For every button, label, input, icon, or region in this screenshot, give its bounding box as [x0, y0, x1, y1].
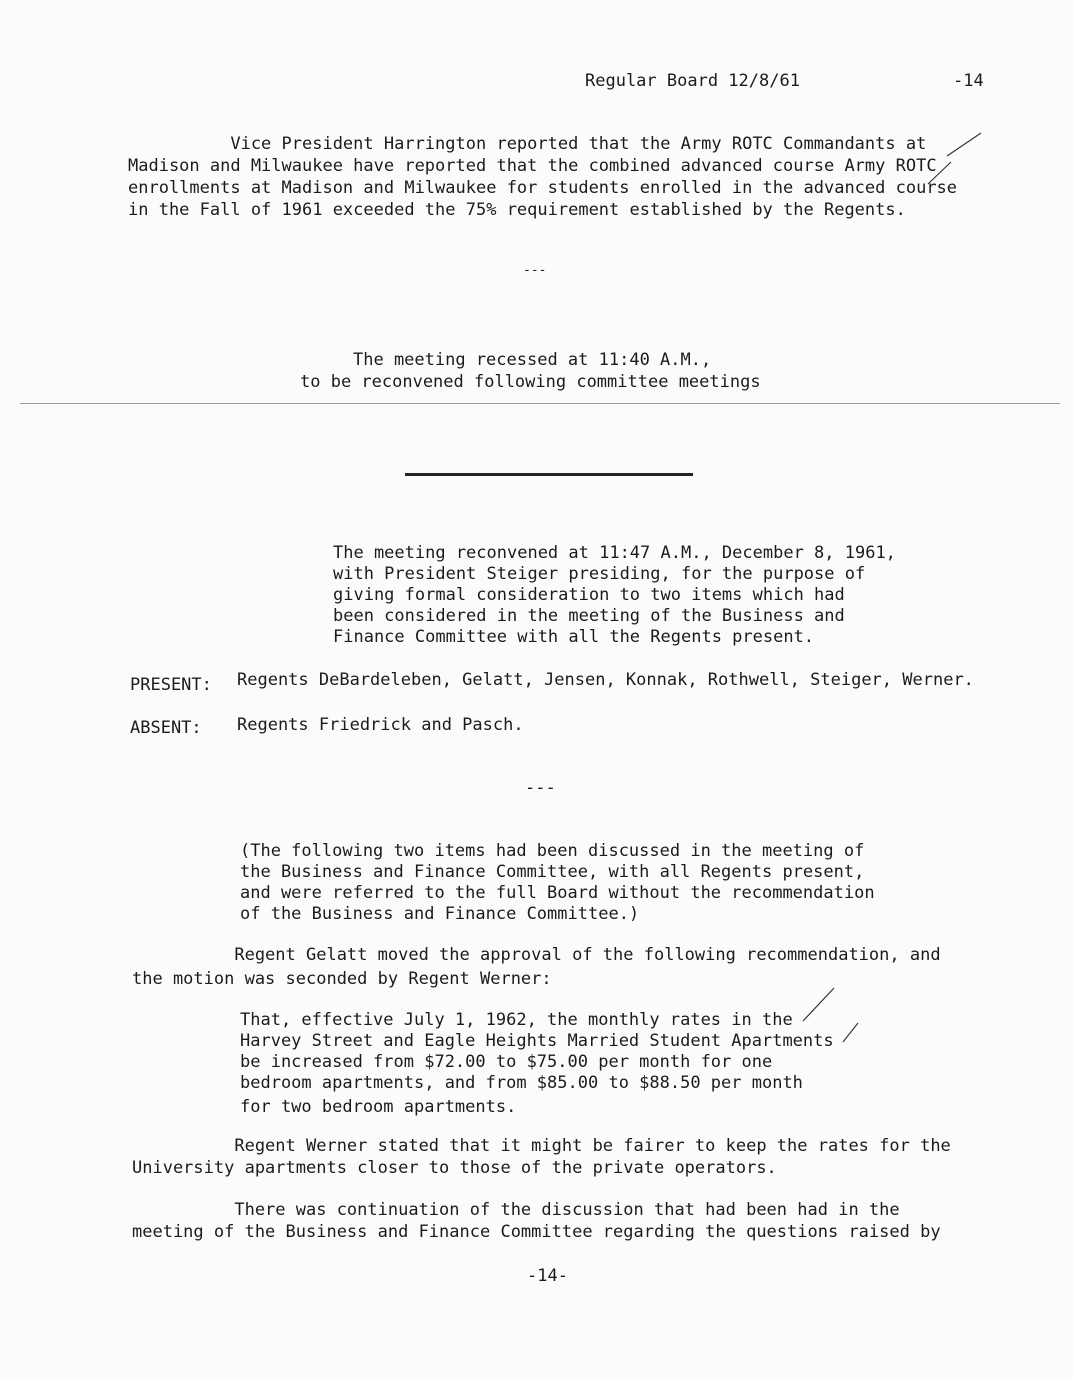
paragraph-line: enrollments at Madison and Milwaukee for students enrolled in the advanced course	[128, 178, 958, 198]
paragraph-line: Vice President Harrington reported that the Army ROTC Commandants at	[128, 134, 927, 154]
continuation-line: There was continuation of the discussion that had been had in the	[132, 1200, 900, 1220]
paragraph-line: Harvey Street and Eagle Heights Married Student Apartments	[240, 1031, 834, 1051]
check-mark-icon	[945, 130, 985, 160]
paragraph-line: Madison and Milwaukee have reported that the combined advanced course Army ROTC	[128, 156, 937, 176]
paragraph-line: and were referred to the full Board without the recommendation	[240, 883, 875, 903]
paragraph-line: Finance Committee with all the Regents present.	[333, 627, 815, 647]
werner-line: Regent Werner stated that it might be fairer to keep the rates for the	[132, 1136, 951, 1156]
paragraph-line: giving formal consideration to two items which had	[333, 585, 845, 605]
paragraph-line: be increased from $72.00 to $75.00 per month for one	[240, 1052, 773, 1072]
motion-line: Regent Gelatt moved the approval of the following recommendation, and	[132, 945, 941, 965]
present-label: PRESENT:	[130, 675, 212, 695]
page-header-title: Regular Board 12/8/61	[585, 71, 800, 91]
section-separator: ---	[525, 778, 556, 798]
section-divider	[405, 473, 693, 476]
section-separator: ---	[523, 263, 547, 278]
werner-line: University apartments closer to those of the private operators.	[132, 1158, 777, 1178]
page-number-top: -14	[953, 71, 984, 91]
motion-line: the motion was seconded by Regent Werner:	[132, 969, 552, 989]
paragraph-line: That, effective July 1, 1962, the monthly rates in the	[240, 1010, 793, 1030]
paragraph-line: bedroom apartments, and from $85.00 to $88.50 per month	[240, 1073, 803, 1093]
horizontal-divider	[20, 403, 1060, 404]
paragraph-line: The meeting reconvened at 11:47 A.M., December 8, 1961,	[333, 543, 896, 563]
paragraph-line: of the Business and Finance Committee.)	[240, 904, 640, 924]
page-number-bottom: -14-	[527, 1266, 568, 1286]
paragraph-line: been considered in the meeting of the Business and	[333, 606, 845, 626]
paragraph-line: with President Steiger presiding, for the purpose of	[333, 564, 866, 584]
recess-line: The meeting recessed at 11:40 A.M.,	[353, 350, 712, 370]
paragraph-line: the Business and Finance Committee, with all Regents present,	[240, 862, 865, 882]
recess-line: to be reconvened following committee meetings	[300, 372, 761, 392]
absent-value: Regents Friedrick and Pasch.	[237, 715, 524, 735]
check-mark-icon	[925, 158, 955, 188]
present-value: Regents DeBardeleben, Gelatt, Jensen, Konnak, Rothwell, Steiger, Werner.	[237, 670, 974, 690]
absent-label: ABSENT:	[130, 718, 202, 738]
paragraph-line: for two bedroom apartments.	[240, 1097, 517, 1117]
check-mark-icon	[800, 985, 840, 1025]
paragraph-line: (The following two items had been discussed in the meeting of	[240, 841, 865, 861]
paragraph-line: in the Fall of 1961 exceeded the 75% requirement established by the Regents.	[128, 200, 906, 220]
check-mark-icon	[840, 1020, 862, 1046]
continuation-line: meeting of the Business and Finance Committee regarding the questions raised by	[132, 1222, 941, 1242]
